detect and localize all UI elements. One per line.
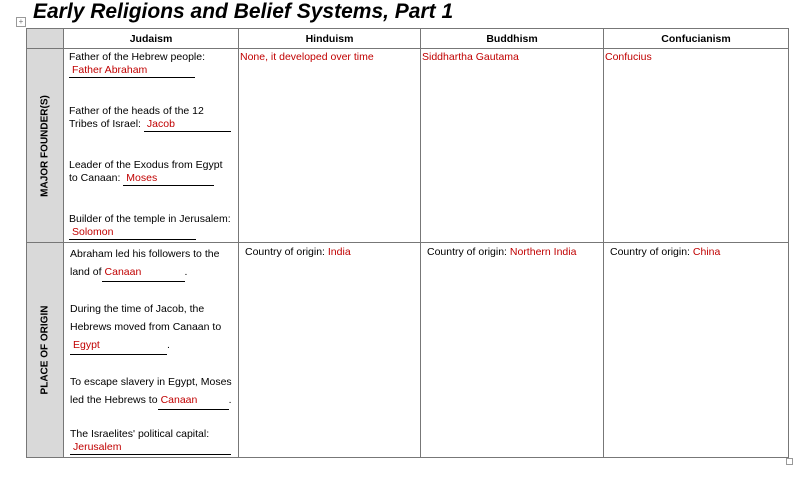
cell-confucianism-origin[interactable]: Country of origin: China (604, 243, 789, 458)
answer-field[interactable]: Father Abraham (69, 64, 195, 78)
table-resize-handle-icon[interactable] (786, 458, 793, 465)
answer-field[interactable]: Moses (123, 172, 214, 186)
cell-hinduism-origin[interactable]: Country of origin: India (239, 243, 421, 458)
page-title: Early Religions and Belief Systems, Part 1 (33, 0, 454, 23)
answer-field[interactable]: Canaan (102, 263, 185, 282)
cell-hinduism-founder[interactable]: None, it developed over time (239, 49, 421, 243)
cell-judaism-founder[interactable] (64, 49, 239, 243)
row-label-origin: PLACE OF ORIGIN (39, 305, 51, 395)
corner-cell (27, 29, 64, 49)
answer-field[interactable]: Jerusalem (70, 441, 231, 455)
cell-buddhism-origin[interactable]: Country of origin: Northern India (421, 243, 604, 458)
answer-field[interactable]: Solomon (69, 226, 196, 240)
origin-q2: During the time of Jacob, the Hebrews moved from Canaan to Egypt . (70, 300, 232, 355)
religions-table (26, 28, 789, 458)
cell-confucianism-founder[interactable]: Confucius (604, 49, 789, 243)
col-header-buddhism: Buddhism (421, 29, 604, 49)
table-move-handle-icon[interactable]: + (16, 17, 26, 27)
country-value: India (327, 246, 351, 258)
header-row (27, 29, 789, 49)
origin-q1: Abraham led his followers to the land of Canaan . (70, 245, 232, 282)
origin-q4: The Israelites' political capital: Jerusalem (70, 428, 232, 455)
answer-field[interactable]: Jacob (144, 118, 231, 132)
answer-field[interactable]: Egypt (70, 336, 167, 355)
col-header-hinduism: Hinduism (239, 29, 421, 49)
answer-field[interactable]: Canaan (158, 391, 229, 410)
origin-q3: To escape slavery in Egypt, Moses led the Hebrews to Canaan . (70, 373, 232, 410)
origin-row (27, 243, 789, 458)
country-value: Northern India (509, 246, 577, 258)
row-header-origin (27, 243, 64, 458)
founder-q4: Builder of the temple in Jerusalem: Solomon (69, 213, 231, 238)
cell-buddhism-founder[interactable]: Siddhartha Gautama (421, 49, 604, 243)
founder-q1: Father of the Hebrew people: Father Abraham (69, 51, 205, 76)
country-value: China (692, 246, 721, 258)
founder-q3: Leader of the Exodus from Egypt to Canaan: Moses (69, 159, 223, 184)
col-header-confucianism: Confucianism (604, 29, 789, 49)
row-header-founder (27, 49, 64, 243)
founder-row (27, 49, 789, 243)
cell-judaism-origin[interactable] (64, 243, 239, 458)
row-label-founder: MAJOR FOUNDER(S) (39, 94, 51, 197)
col-header-judaism: Judaism (64, 29, 239, 49)
founder-q2: Father of the heads of the 12 Tribes of Israel: Jacob (69, 105, 233, 132)
